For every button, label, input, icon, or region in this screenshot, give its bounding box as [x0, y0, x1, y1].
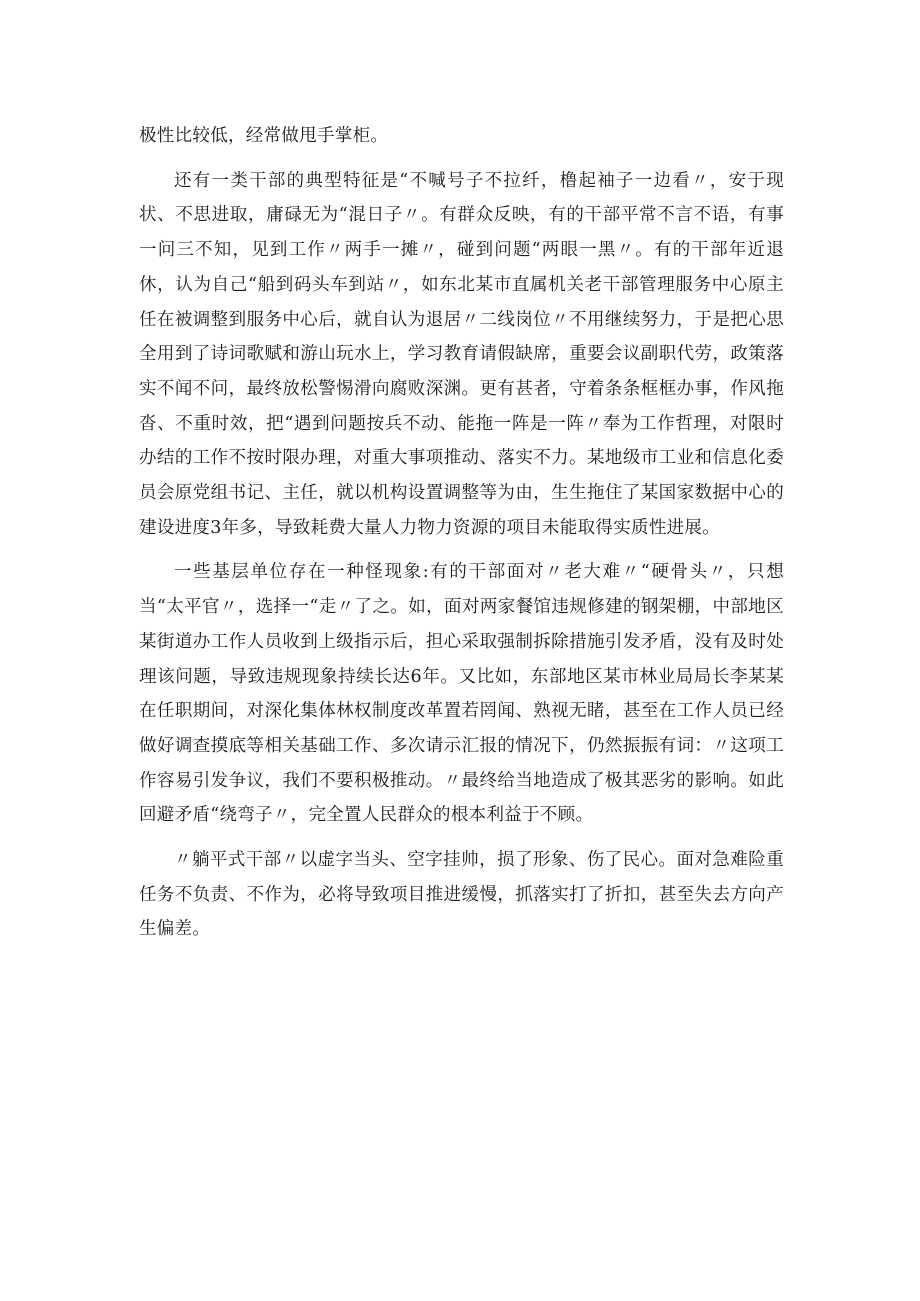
paragraph-4: 〃躺平式干部〃以虚字当头、空字挂帅，损了形象、伤了民心。面对急难险重任务不负责、不作为，必将导致项目推进缓慢，抓落实打了折扣，甚至失去方向产生偏差。: [139, 850, 784, 940]
paragraph-2: 还有一类干部的典型特征是“不喊号子不拉纤，橹起袖子一边看〃，安于现状、不思进取，庸碌无为“混日子〃。有群众反映，有的干部平常不言不语，有事一问三不知，见到工作〃两手一摊〃，碰到问题“两眼一黑〃。有的干部年近退休，认为自己“船到码头车到站〃，如东北某市直属机关老干部管理服务中心原主任在被调整到服务中心后，就自认为退居〃二线岗位〃不用继续努力，于是把心思全用到了诗词歌赋和游山玩水上，学习教育请假缺席，重要会议副职代劳，政策落实不闻不问，最终放松警惕滑向腐败深渊。更有甚者，守着条条框框办事，作风拖沓、不重时效，把“遇到问题按兵不动、能拖一阵是一阵〃奉为工作哲理，对限时办结的工作不按时限办理，对重大事项推动、落实不力。某地级市工业和信息化委员会原党组书记、主任，就以机构设置调整等为由，生生拖住了某国家数据中心的建设进度3年多，导致耗费大量人力物力资源的项目未能取得实质性进展。: [139, 170, 784, 538]
body-text: [139, 119, 784, 947]
paragraph-gap: [139, 833, 784, 843]
paragraph-gap: [139, 154, 784, 164]
paragraph-gap: [139, 545, 784, 555]
paragraph-1: 极性比较低，经常做甩手掌柜。: [139, 126, 389, 146]
paragraph-3: 一些基层单位存在一种怪现象:有的干部面对〃老大难〃“硬骨头〃，只想当“太平官〃，选择一“走〃了之。如，面对两家餐馆违规修建的钢架棚，中部地区某街道办工作人员收到上级指示后，担心采取强制拆除措施引发矛盾，没有及时处理该问题，导致违规现象持续长达6年。又比如，东部地区某市林业局局长李某某在任职期间，对深化集体林权制度改革置若罔闻、熟视无睹，甚至在工作人员已经做好调查摸底等相关基础工作、多次请示汇报的情况下，仍然振振有词：〃这项工作容易引发争议，我们不要积极推动。〃最终给当地造成了极其恶劣的影响。如此回避矛盾“绕弯子〃，完全置人民群众的根本利益于不顾。: [139, 562, 784, 826]
